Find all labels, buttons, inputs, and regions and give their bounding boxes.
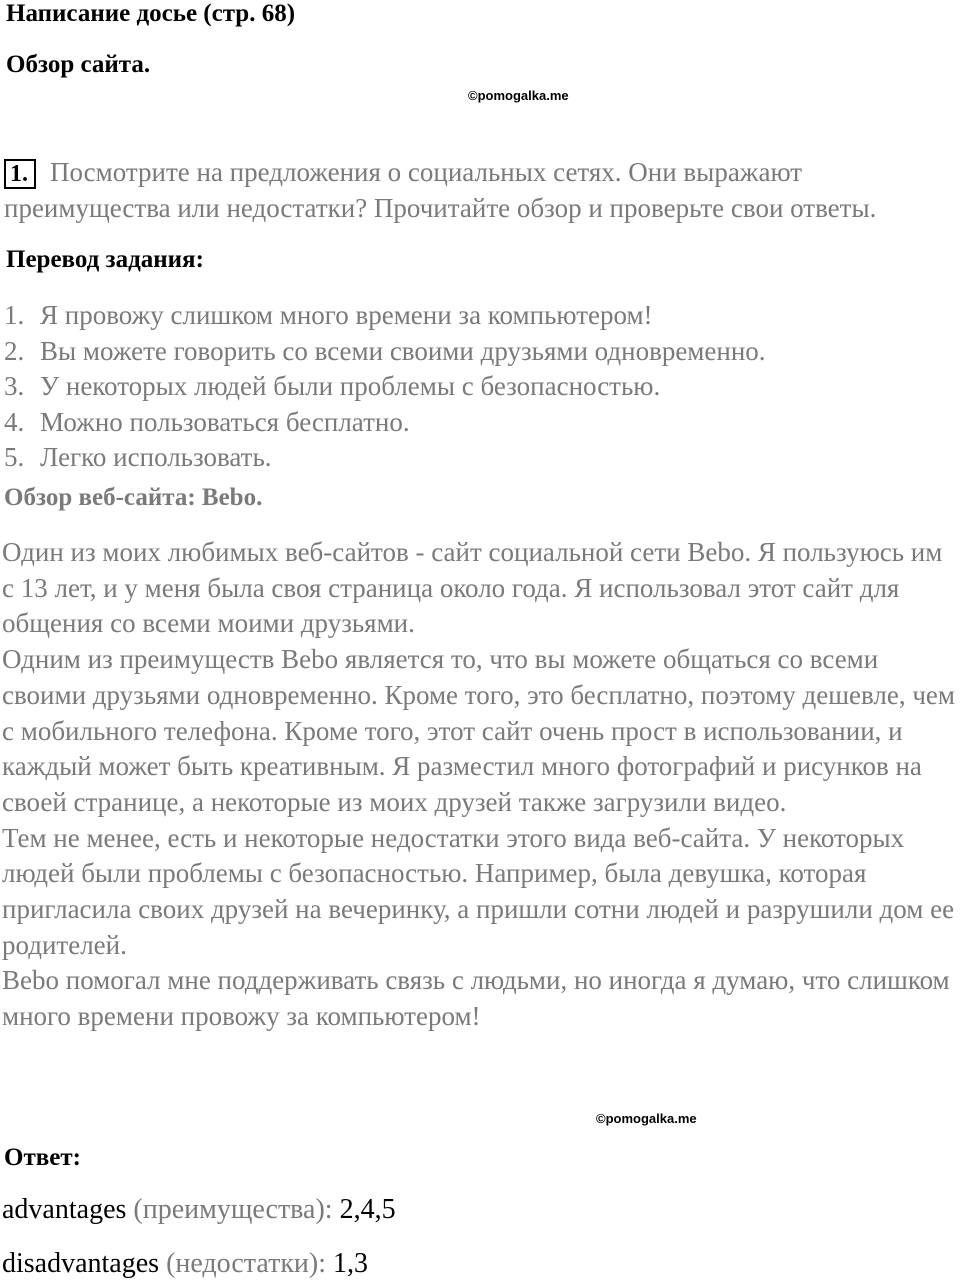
- review-paragraph: Тем не менее, есть и некоторые недостатки этого вида веб-сайта. У некоторых людей были проблемы с безопасностью. Например, была девушка, которая пригласила своих друзей на вечеринку, а пришли сотни людей и разрушили дом ее родителей.: [2, 822, 955, 960]
- list-item: 2. Вы можете говорить со всеми своими друзьями одновременно.: [4, 335, 766, 366]
- list-item: 4. Можно пользоваться бесплатно.: [4, 406, 410, 437]
- list-item: 5. Легко использовать.: [4, 442, 272, 472]
- task-block: [4, 154, 960, 226]
- review-paragraph: Одним из преимуществ Bebo является то, что вы можете общаться со всеми своими друзьями одновременно. Кроме того, это бесплатно, поэтому дешевле, чем с мобильного телефона. Кроме того, этот сайт очень прост в использовании, и каждый может быть креативным. Я разместил много фотографий и рисунков на своей странице, а некоторые из моих друзей также загрузили видео.: [2, 644, 956, 817]
- review-title: Обзор веб-сайта: Bebo.: [4, 484, 263, 511]
- statement-list: [4, 298, 766, 476]
- translation-heading: Перевод задания:: [6, 246, 204, 273]
- answer-disadvantages: disadvantages (недостатки): 1,3: [2, 1248, 369, 1279]
- list-item: 1. Я провожу слишком много времени за компьютером!: [4, 300, 653, 330]
- list-item: 3. У некоторых людей были проблемы с безопасностью.: [4, 371, 661, 401]
- page-subtitle: Обзор сайта.: [6, 51, 151, 78]
- answer-heading: Ответ:: [4, 1144, 81, 1171]
- watermark: ©pomogalka.me: [596, 1111, 697, 1126]
- watermark: ©pomogalka.me: [468, 88, 569, 103]
- page-title: Написание досье (стр. 68): [6, 0, 296, 27]
- answer-advantages: advantages (преимущества): 2,4,5: [2, 1194, 396, 1225]
- review-paragraph: Bebo помогал мне поддерживать связь с людьми, но иногда я думаю, что слишком много времени провожу за компьютером!: [2, 965, 950, 1032]
- task-text: Посмотрите на предложения о социальных сетях. Они выражают преимущества или недостатки? Прочитайте обзор и проверьте свои ответы.: [4, 157, 877, 223]
- review-text: [2, 535, 960, 1035]
- review-paragraph: Один из моих любимых веб-сайтов - сайт социальной сети Bebo. Я пользуюсь им с 13 лет, и у меня была своя страница около года. Я использовал этот сайт для общения со всеми моими друзьями.: [2, 537, 943, 639]
- task-number-badge: 1.: [4, 159, 36, 189]
